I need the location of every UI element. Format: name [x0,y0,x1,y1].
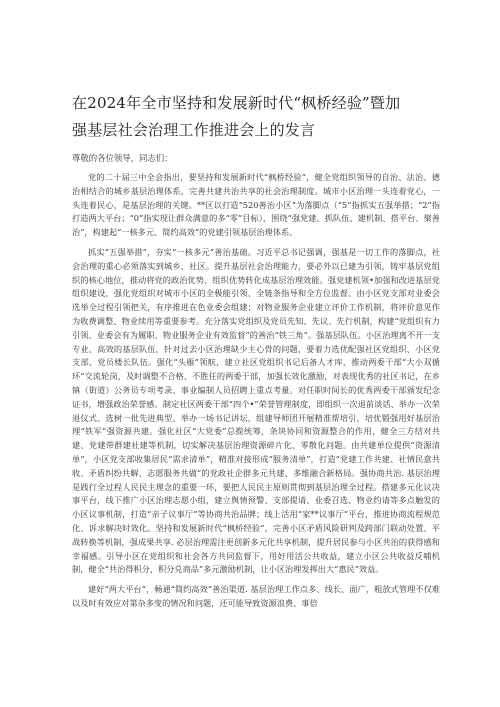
greeting: 尊敬的各位领导，同志们： [72,153,173,163]
paragraph-1: 党的二十届三中全会指出，要坚持和发展新时代“枫桥经验”，健全党组织领导的自治、法治、德治相结合的城乡基层治理体系，完善共建共治共享的社会治理制度。城市小区治理一头连着党心，一头连着民心，是基层治理的关键。**区以打造“520善治小区”为落脚点（“5”指抓实五强举措；“2”指打造两大平台；“0”指实现让群众满意的多“零”目标），围绕“强党建、抓队伍、建机制、搭平台、聚善治”，构建起“一核多元、简约高效”的党建引领基层治理体系。 [72,172,440,238]
title-line-2: 强基层社会治理工作推进会上的发言 [72,121,316,139]
title-line-1: 在2024年全市坚持和发展新时代“枫桥经验”暨加 [72,94,401,112]
paragraph-2: 抓实“五强举措”，夯实“一核多元”善治基础。习近平总书记强调，强基是一切工作的落脚点，社会治理的重心必须落实到城乡、社区。提升基层社会治理能力，要必外以已建为引领，铸牢基层党组织的核心地位，推动将党的政治优势、组织优势转化成基层治理效能。强党建机领•加强和改进基层党组织建设，强化党组织对城市小区的全极能引领、全链条指导和全方位监督。由小区党支部对业委会选举全过程引领把关，有序推进在色业委会组建；对物业服务企业建立评价工作机制，将评价意见作为收费调整、物业续用等重要参考。充分落实党组织及党员先知、先议、先行机制，构建“党组织有力引领、业委会有为履职、物业服务企业有效监督”的善治“铁三角”。强基层队伍。小区治理离不开一支专业、高效的基层队伍，针对过去小区治理缺少主心骨的问题，要着力选优配强社区党组织、小区党支部、党员楼长队伍。强化“头雁”领航，建立社区党组织书记后备人才库，推动两委干部“大小双循环”交流轮岗，及时调整不合格、不胜任的两委干部，加强长效化激励，对表现优秀的社区书记，在乡镇（街道）公务员专项考录、事业编制人员招聘上重点考量。对任职时间长的优秀两委干部颁发纪念证书，增强政治荣誉感。制定社区两委干部“四个•”荣誉管理制度，即组织一次退前谈话、举办一次荣退仪式、选树一批先进典型、举办一场书记讲坛，组建导师团开展精准帮培引，培优锻强用好基层治理“铁军”强资源共建。强化社区“大党委”总揽统筹，条块协同和资源整合的作用，健全三方结对共建、党建带群建社建等机制，切实解决基层治理资源碎片化、零散化问题。由共建单位提供“资源清单”，小区党支部收集居民“需求清单”，精准对接形成“服务清单”，打造“党建工作共建、社情民意共收、矛盾纠纷共解、志愿服务共做”的党政社企群多元共建、多维融合新格局。强协商共治. 基层治理是践行全过程人民民主理念的重要一环，要把人民民主原则贯彻到基层治理全过程。搭建多元化议决事平台，线下推广小区治理志愿小组，建立舆情预警、支部提请、业委召选、物业约请等多点触发的小区议事机制，打造“亲子议事厅”等协商共治品牌；线上活用“家**议事厅”平台，推进协商流程规范化、诉求解决时效化。坚持和发展新时代“枫桥经验”，完善小区矛盾风险研判及跨部门联动处置、平战转换等机制，强成果共享. 必层治理需注更创新多元化共享机制，提升居民参与小区共治的获得感和幸福感。引导小区在党组织和社会各方共同监督下，用好用活公共收益，建立小区公共收益反哺机制，健全“共治得积分，积分兑商品”多元激励机制，让小区治理发挥出大“惠民”效益。 [72,246,440,575]
paragraph-3: 建好“两大平台”，畅通“简约高效”善治渠道. 基层治理工作点多、线长、面广，粗放式管理不仅难以及时有效应对第杂多变的情况和问题，还可能导致资源浪费、事倍 [72,584,440,608]
document-title [72,90,440,144]
